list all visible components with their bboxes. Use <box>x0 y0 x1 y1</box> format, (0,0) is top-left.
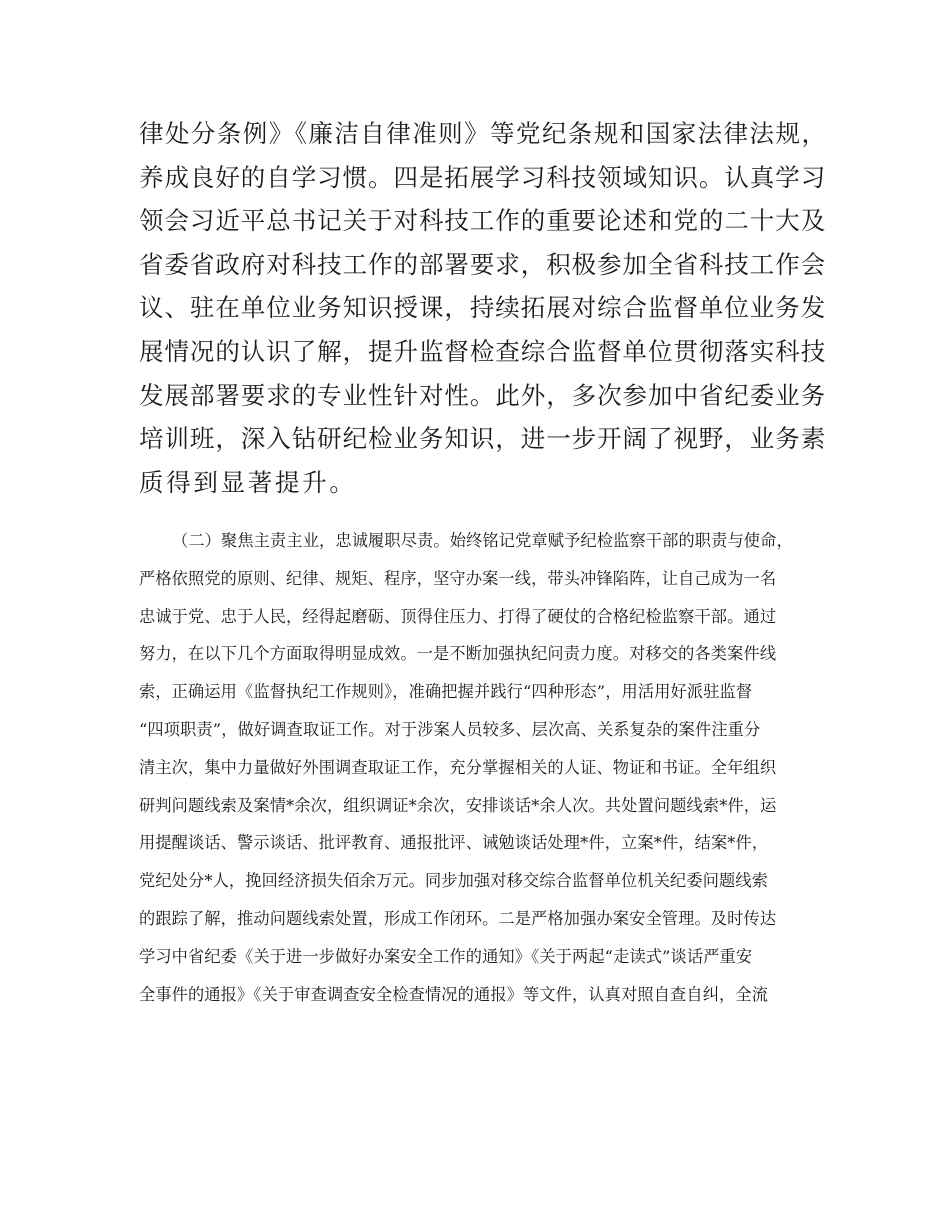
text-line: 发展部署要求的专业性针对性。此外，多次参加中省纪委业务 <box>139 380 827 410</box>
text-line: 清主次，集中力量做好外围调查取证工作，充分掌握相关的人证、物证和书证。全年组织 <box>139 757 777 777</box>
text-line: “四项职责”，做好调查取证工作。对于涉案人员较多、层次高、关系复杂的案件注重分 <box>139 719 761 739</box>
text-line: 全事件的通报》《关于审查调查安全检查情况的通报》等文件，认真对照自查自纠，全流 <box>139 984 769 1004</box>
text-line: 省委省政府对科技工作的部署要求，积极参加全省科技工作会 <box>139 249 827 279</box>
text-line: 培训班，深入钻研纪检业务知识，进一步开阔了视野，业务素 <box>139 424 827 454</box>
text-line: 学习中省纪委《关于进一步做好办案安全工作的通知》《关于两起“走读式”谈话严重安 <box>139 946 753 966</box>
text-line: 忠诚于党、忠于人民，经得起磨砺、顶得住压力、打得了硬仗的合格纪检监察干部。通过 <box>139 606 777 626</box>
text-line: 研判问题线索及案情*余次，组织调证*余次，安排谈话*余人次。共处置问题线索*件，运 <box>139 795 777 815</box>
text-line: 的跟踪了解，推动问题线索处置，形成工作闭环。二是严格加强办案安全管理。及时传达 <box>139 908 777 928</box>
text-line: 努力，在以下几个方面取得明显成效。一是不断加强执纪问责力度。对移交的各类案件线 <box>139 644 777 664</box>
text-line: 用提醒谈话、警示谈话、批评教育、通报批评、诫勉谈话处理*件，立案*件，结案*件， <box>139 833 769 853</box>
text-line: 展情况的认识了解，提升监督检查综合监督单位贯彻落实科技 <box>139 336 827 366</box>
text-line-first: （二）聚焦主责主业，忠诚履职尽责。始终铭记党章赋予纪检监察干部的职责与使命， <box>172 531 793 550</box>
paragraph-duty-performance <box>139 522 829 1013</box>
paragraph-study-summary <box>139 112 829 504</box>
text-line: 律处分条例》《廉洁自律准则》等党纪条规和国家法律法规， <box>139 119 828 148</box>
text-line: 领会习近平总书记关于对科技工作的重要论述和党的二十大及 <box>139 206 827 236</box>
text-line: 质得到显著提升。 <box>139 467 357 497</box>
text-line: 党纪处分*人，挽回经济损失佰余万元。同步加强对移交综合监督单位机关纪委问题线索 <box>139 871 769 891</box>
text-line: 议、驻在单位业务知识授课，持续拓展对综合监督单位业务发 <box>139 293 827 323</box>
text-line: 严格依照党的原则、纪律、规矩、程序，坚守办案一线，带头冲锋陷阵，让自己成为一名 <box>139 568 777 588</box>
text-line: 养成良好的自学习惯。四是拓展学习科技领域知识。认真学习 <box>139 162 827 192</box>
text-line: 索，正确运用《监督执纪工作规则》，准确把握并践行“四种形态”，用活用好派驻监督 <box>139 682 753 702</box>
